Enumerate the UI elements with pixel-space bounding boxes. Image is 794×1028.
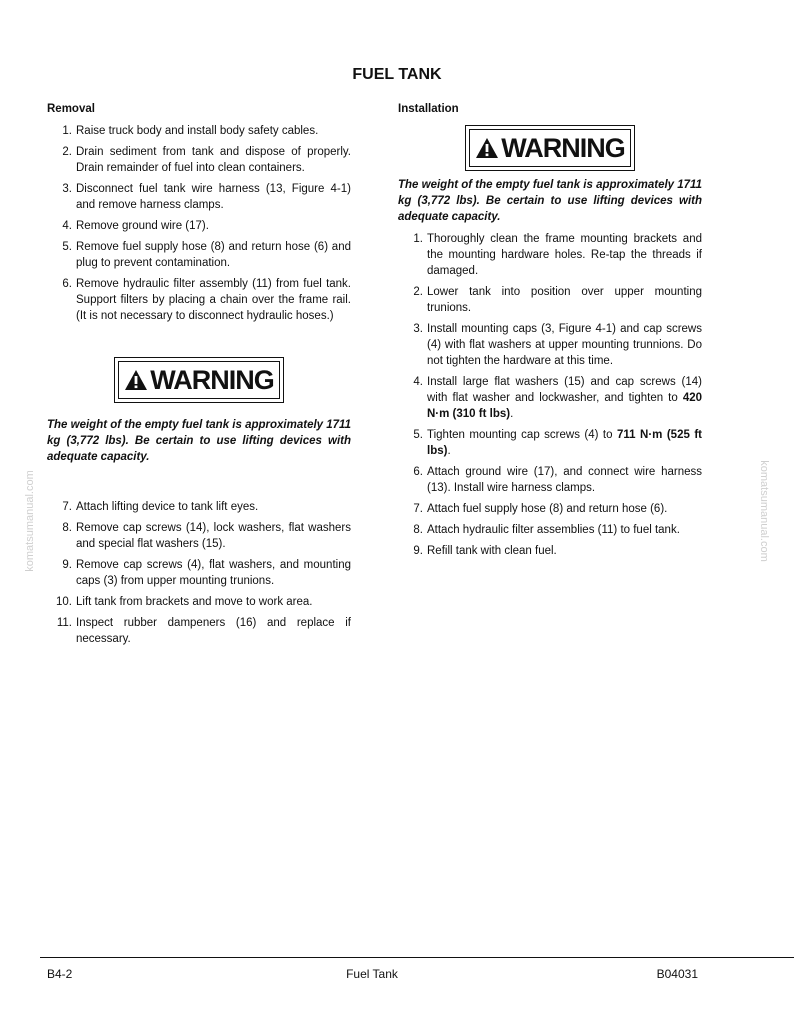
removal-heading: Removal (47, 103, 95, 115)
footer-doc-code: B04031 (656, 967, 698, 981)
removal-steps-b (47, 499, 351, 647)
page-title: FUEL TANK (352, 66, 442, 83)
list-item: 7. Attach lifting device to tank lift eyes. (62, 501, 259, 513)
warning-triangle-icon (475, 137, 499, 159)
list-item: 7. Attach fuel supply hose (8) and return hose (6). (413, 503, 668, 515)
list-item: 9. Remove cap screws (4), flat washers, and mounting caps (3) from upper mounting trunions. (62, 559, 351, 587)
warning-label: WARNING (501, 132, 625, 163)
warning-text: The weight of the empty fuel tank is approximately 1711 kg (3,772 lbs). Be certain to use lifting devices with adequate capacity. (398, 179, 702, 223)
list-item: 6. Attach ground wire (17), and connect wire harness (13). Install wire harness clamps. (413, 466, 702, 494)
removal-column (47, 101, 351, 652)
warning-text: The weight of the empty fuel tank is approximately 1711 kg (3,772 lbs). Be certain to use lifting devices with adequate capacity. (47, 419, 351, 463)
warning-triangle-icon (124, 369, 148, 391)
warning-label: WARNING (150, 364, 274, 395)
list-item: 3. Disconnect fuel tank wire harness (13, Figure 4-1) and remove harness clamps. (62, 183, 351, 211)
footer-page-number: B4-2 (47, 967, 73, 981)
list-item: 8. Attach hydraulic filter assemblies (11) to fuel tank. (413, 524, 680, 536)
footer-section-title: Fuel Tank (346, 967, 398, 981)
watermark-left: komatsumanual.com (24, 470, 36, 572)
removal-steps-a (47, 123, 351, 324)
installation-column (398, 101, 702, 564)
list-item: 2. Lower tank into position over upper mounting trunions. (413, 286, 702, 314)
list-item: 6. Remove hydraulic filter assembly (11) from fuel tank. Support filters by placing a chain over the frame rail. (It is not necessary to disconnect hydraulic hoses.) (62, 278, 351, 322)
list-item: 2. Drain sediment from tank and dispose of properly. Drain remainder of fuel into clean containers. (62, 146, 351, 174)
list-item: 1. Thoroughly clean the frame mounting brackets and the mounting hardware holes. Re-tap the threads if damaged. (413, 233, 702, 277)
list-item: 4. Install large flat washers (15) and cap screws (14) with flat washer and lockwasher, and tighten to 420 N·m (310 ft lbs). (413, 376, 702, 420)
list-item: 5. Remove fuel supply hose (8) and return hose (6) and plug to prevent contamination. (62, 241, 351, 269)
list-item: 3. Install mounting caps (3, Figure 4-1) and cap screws (4) with flat washers at upper mounting trunnions. Do not tighten the hardware at this time. (413, 323, 702, 367)
list-item: 11. Inspect rubber dampeners (16) and replace if necessary. (56, 617, 351, 645)
list-item: 5. Tighten mounting cap screws (4) to 711 N·m (525 ft lbs). (413, 429, 702, 457)
watermark-right: komatsumanual.com (758, 460, 770, 562)
warning-sign (465, 125, 635, 171)
installation-heading: Installation (398, 103, 459, 115)
footer-rule (40, 957, 794, 958)
list-item: 8. Remove cap screws (14), lock washers, flat washers and special flat washers (15). (62, 522, 351, 550)
list-item: 1. Raise truck body and install body safety cables. (62, 125, 319, 137)
list-item: 10. Lift tank from brackets and move to work area. (56, 596, 313, 608)
warning-sign (114, 357, 284, 403)
list-item: 9. Refill tank with clean fuel. (413, 545, 557, 557)
installation-steps (398, 231, 702, 559)
list-item: 4. Remove ground wire (17). (62, 220, 209, 232)
